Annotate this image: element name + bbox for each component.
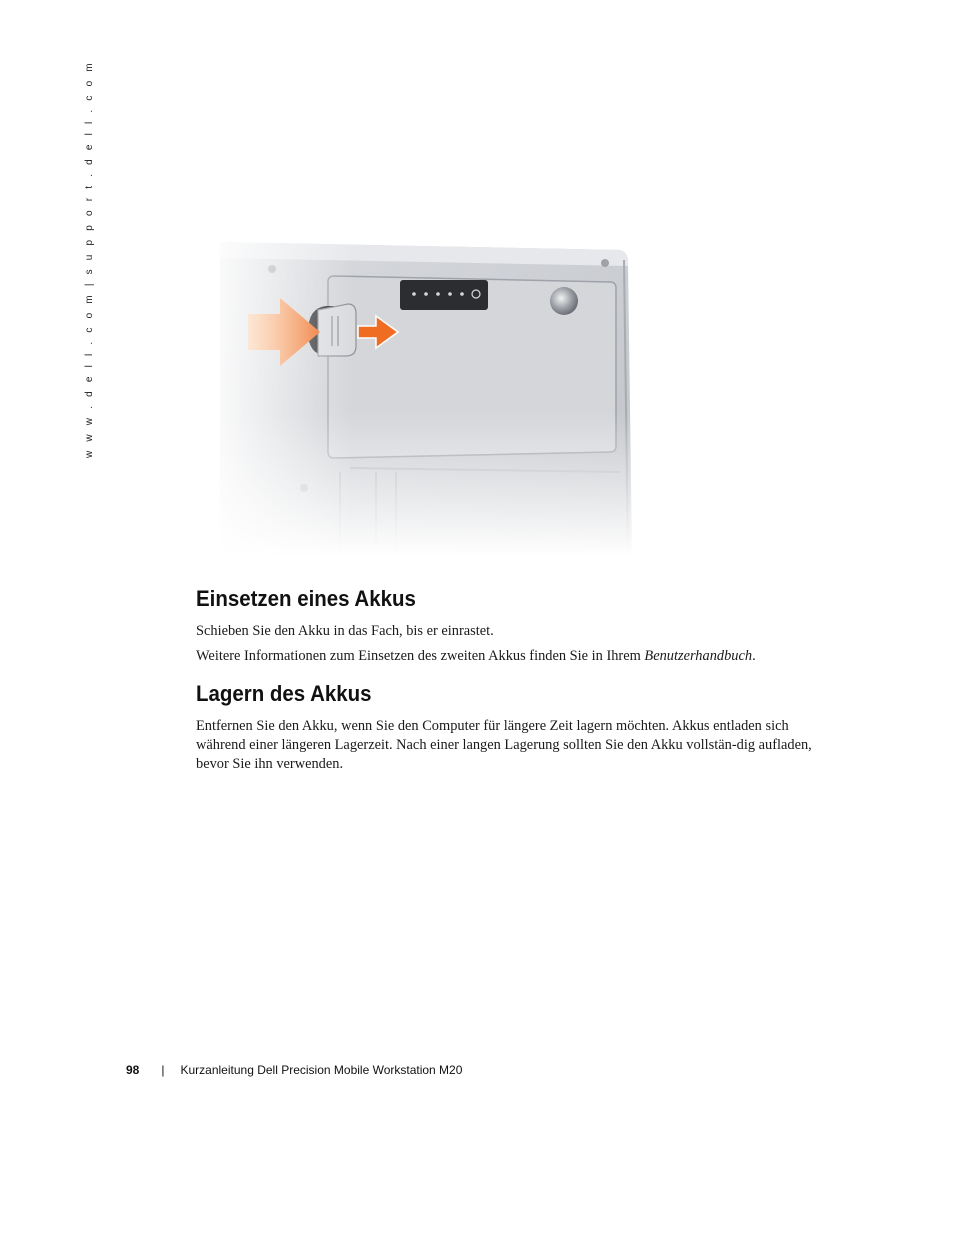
battery-illustration — [200, 236, 640, 556]
section-heading-lagern: Lagern des Akkus — [196, 681, 372, 706]
text-run: Weitere Informationen zum Einsetzen des zweiten Akkus finden Sie in Ihrem — [196, 648, 645, 664]
section-heading-einsetzen: Einsetzen eines Akkus — [196, 586, 416, 611]
paragraph — [196, 647, 816, 666]
text-run: . — [752, 648, 756, 664]
document-title: Kurzanleitung Dell Precision Mobile Workstation M20 — [180, 1063, 463, 1077]
paragraph: Schieben Sie den Akku in das Fach, bis er einrastet. — [196, 623, 494, 639]
page-footer — [126, 1063, 462, 1077]
paragraph: Entfernen Sie den Akku, wenn Sie den Computer für längere Zeit lagern möchten. Akkus entladen sich während einer längeren Lagerzeit. Nach einer langen Lagerung sollten Sie den Akku vollstän-dig aufladen, bevor Sie ihn verwenden. — [196, 718, 812, 772]
page-number: 98 — [126, 1063, 140, 1077]
sidebar-url: w w w . d e l l . c o m | s u p p o r t . d e l l . c o m — [84, 60, 95, 458]
manual-title: Benutzerhandbuch — [644, 648, 753, 664]
footer-separator: | — [161, 1063, 165, 1077]
main-content — [196, 585, 816, 774]
